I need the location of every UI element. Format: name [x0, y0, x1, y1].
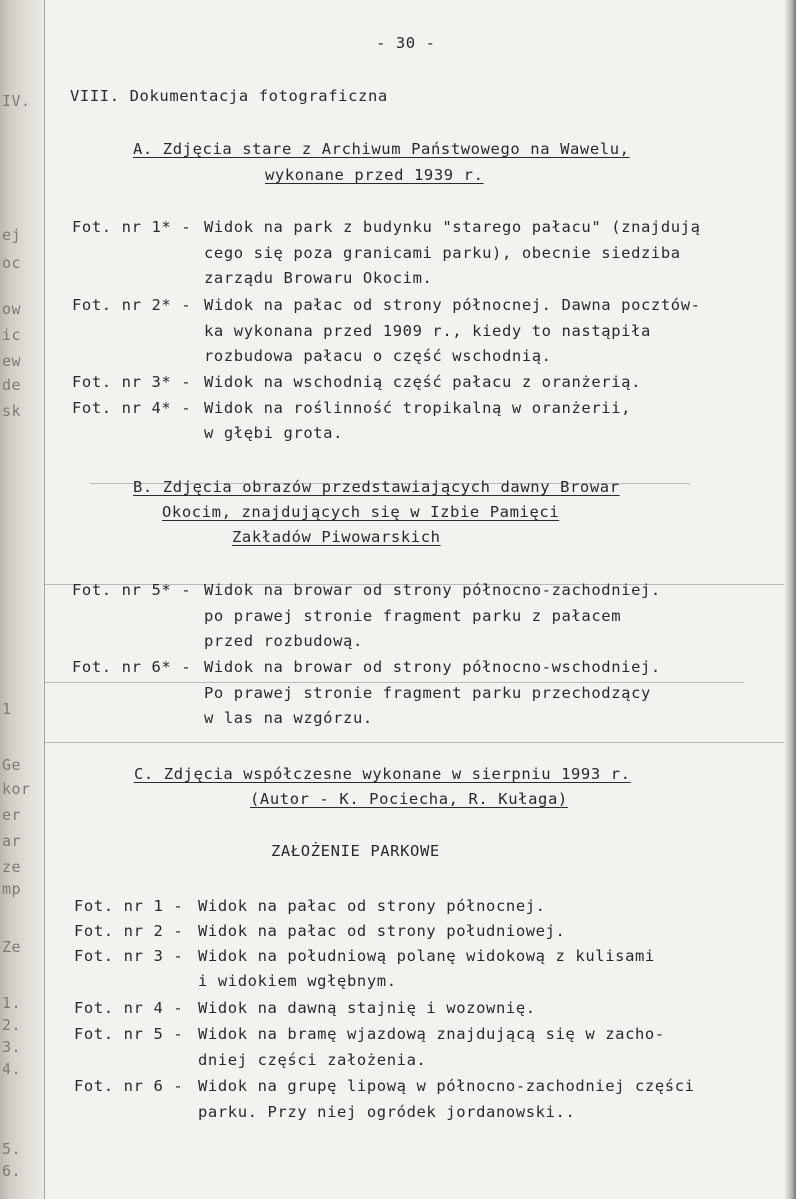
binding-fragment: 2.	[2, 1016, 22, 1034]
section-a-title-line2: wykonane przed 1939 r.	[265, 166, 484, 184]
photo-description: w głębi grota.	[204, 424, 344, 442]
binding-fragment: de	[2, 376, 22, 394]
binding-fragment: 6.	[2, 1162, 22, 1180]
photo-label: Fot. nr 6* -	[72, 658, 192, 676]
section-b-title-line3: Zakładów Piwowarskich	[232, 528, 441, 546]
photo-description: Widok na pałac od strony północnej.	[198, 897, 546, 915]
section-heading: VIII. Dokumentacja fotograficzna	[70, 87, 388, 105]
binding-fragment: Ze	[2, 938, 22, 956]
binding-fragment: ej	[2, 226, 22, 244]
photo-description: w las na wzgórzu.	[204, 709, 373, 727]
photo-label: Fot. nr 4 -	[74, 999, 184, 1017]
photo-description: po prawej stronie fragment parku z pałacem	[204, 607, 622, 625]
photo-description: Widok na wschodnią część pałacu z oranżerią.	[204, 373, 641, 391]
photo-label: Fot. nr 2* -	[72, 296, 192, 314]
photo-description: rozbudowa pałacu o część wschodnią.	[204, 347, 552, 365]
binding-fragment: IV.	[2, 92, 31, 110]
fold-line	[44, 682, 744, 683]
binding-fragment: mp	[2, 880, 22, 898]
photo-label: Fot. nr 1 -	[74, 897, 184, 915]
photo-label: Fot. nr 2 -	[74, 922, 184, 940]
binding-fragment: ew	[2, 352, 22, 370]
fold-line	[44, 742, 784, 743]
photo-description: Widok na park z budynku "starego pałacu" (znajdują	[204, 218, 701, 236]
photo-description: Widok na pałac od strony południowej.	[198, 922, 566, 940]
section-b-title-line2: Okocim, znajdujących się w Izbie Pamięci	[162, 503, 560, 521]
photo-description: Widok na grupę lipową w północno-zachodniej części	[198, 1077, 695, 1095]
section-c-title-line2: (Autor - K. Pociecha, R. Kułaga)	[250, 790, 568, 808]
photo-description: parku. Przy niej ogródek jordanowski..	[198, 1103, 576, 1121]
photo-label: Fot. nr 3 -	[74, 947, 184, 965]
photo-label: Fot. nr 5* -	[72, 581, 192, 599]
binding-fragment: ow	[2, 300, 22, 318]
section-a-title-line1: A. Zdjęcia stare z Archiwum Państwowego na Wawelu,	[133, 140, 630, 158]
photo-description: Widok na browar od strony północno-wschodniej.	[204, 658, 661, 676]
binding-fragment: ar	[2, 832, 22, 850]
photo-description: Widok na browar od strony północno-zachodniej.	[204, 581, 661, 599]
photo-description: ka wykonana przed 1909 r., kiedy to nastąpiła	[204, 322, 651, 340]
photo-description: Po prawej stronie fragment parku przechodzący	[204, 684, 651, 702]
binding-fragment: 4.	[2, 1060, 22, 1078]
photo-label: Fot. nr 6 -	[74, 1077, 184, 1095]
photo-label: Fot. nr 5 -	[74, 1025, 184, 1043]
photo-label: Fot. nr 1* -	[72, 218, 192, 236]
binding-fragment: kor	[2, 780, 31, 798]
binding-strip	[0, 0, 45, 1199]
photo-description: Widok na południową polanę widokową z kulisami	[198, 947, 655, 965]
photo-label: Fot. nr 4* -	[72, 399, 192, 417]
binding-fragment: 1	[2, 700, 12, 718]
photo-label: Fot. nr 3* -	[72, 373, 192, 391]
binding-fragment: 3.	[2, 1038, 22, 1056]
photo-description: dniej części założenia.	[198, 1051, 427, 1069]
photo-description: Widok na roślinność tropikalną w oranżerii,	[204, 399, 632, 417]
photo-description: cego się poza granicami parku), obecnie siedziba	[204, 244, 681, 262]
binding-fragment: 5.	[2, 1140, 22, 1158]
page-number: - 30 -	[376, 34, 436, 52]
photo-description: i widokiem wgłębnym.	[198, 972, 397, 990]
binding-fragment: 1.	[2, 994, 22, 1012]
photo-description: Widok na dawną stajnię i wozownię.	[198, 999, 536, 1017]
photo-description: Widok na bramę wjazdową znajdującą się w zacho-	[198, 1025, 665, 1043]
photo-description: przed rozbudową.	[204, 632, 363, 650]
binding-fragment: sk	[2, 402, 22, 420]
photo-description: Widok na pałac od strony północnej. Dawna pocztów-	[204, 296, 701, 314]
photo-description: zarządu Browaru Okocim.	[204, 269, 433, 287]
binding-fragment: Ge	[2, 756, 22, 774]
binding-fragment: er	[2, 806, 22, 824]
page-edge-shadow	[784, 0, 796, 1199]
binding-fragment: ic	[2, 326, 22, 344]
subheading: ZAŁOŻENIE PARKOWE	[271, 842, 440, 860]
binding-fragment: oc	[2, 254, 22, 272]
section-c-title-line1: C. Zdjęcia współczesne wykonane w sierpniu 1993 r.	[134, 765, 631, 783]
binding-fragment: ze	[2, 858, 22, 876]
section-b-title-line1: B. Zdjęcia obrazów przedstawiających dawny Browar	[133, 478, 620, 496]
